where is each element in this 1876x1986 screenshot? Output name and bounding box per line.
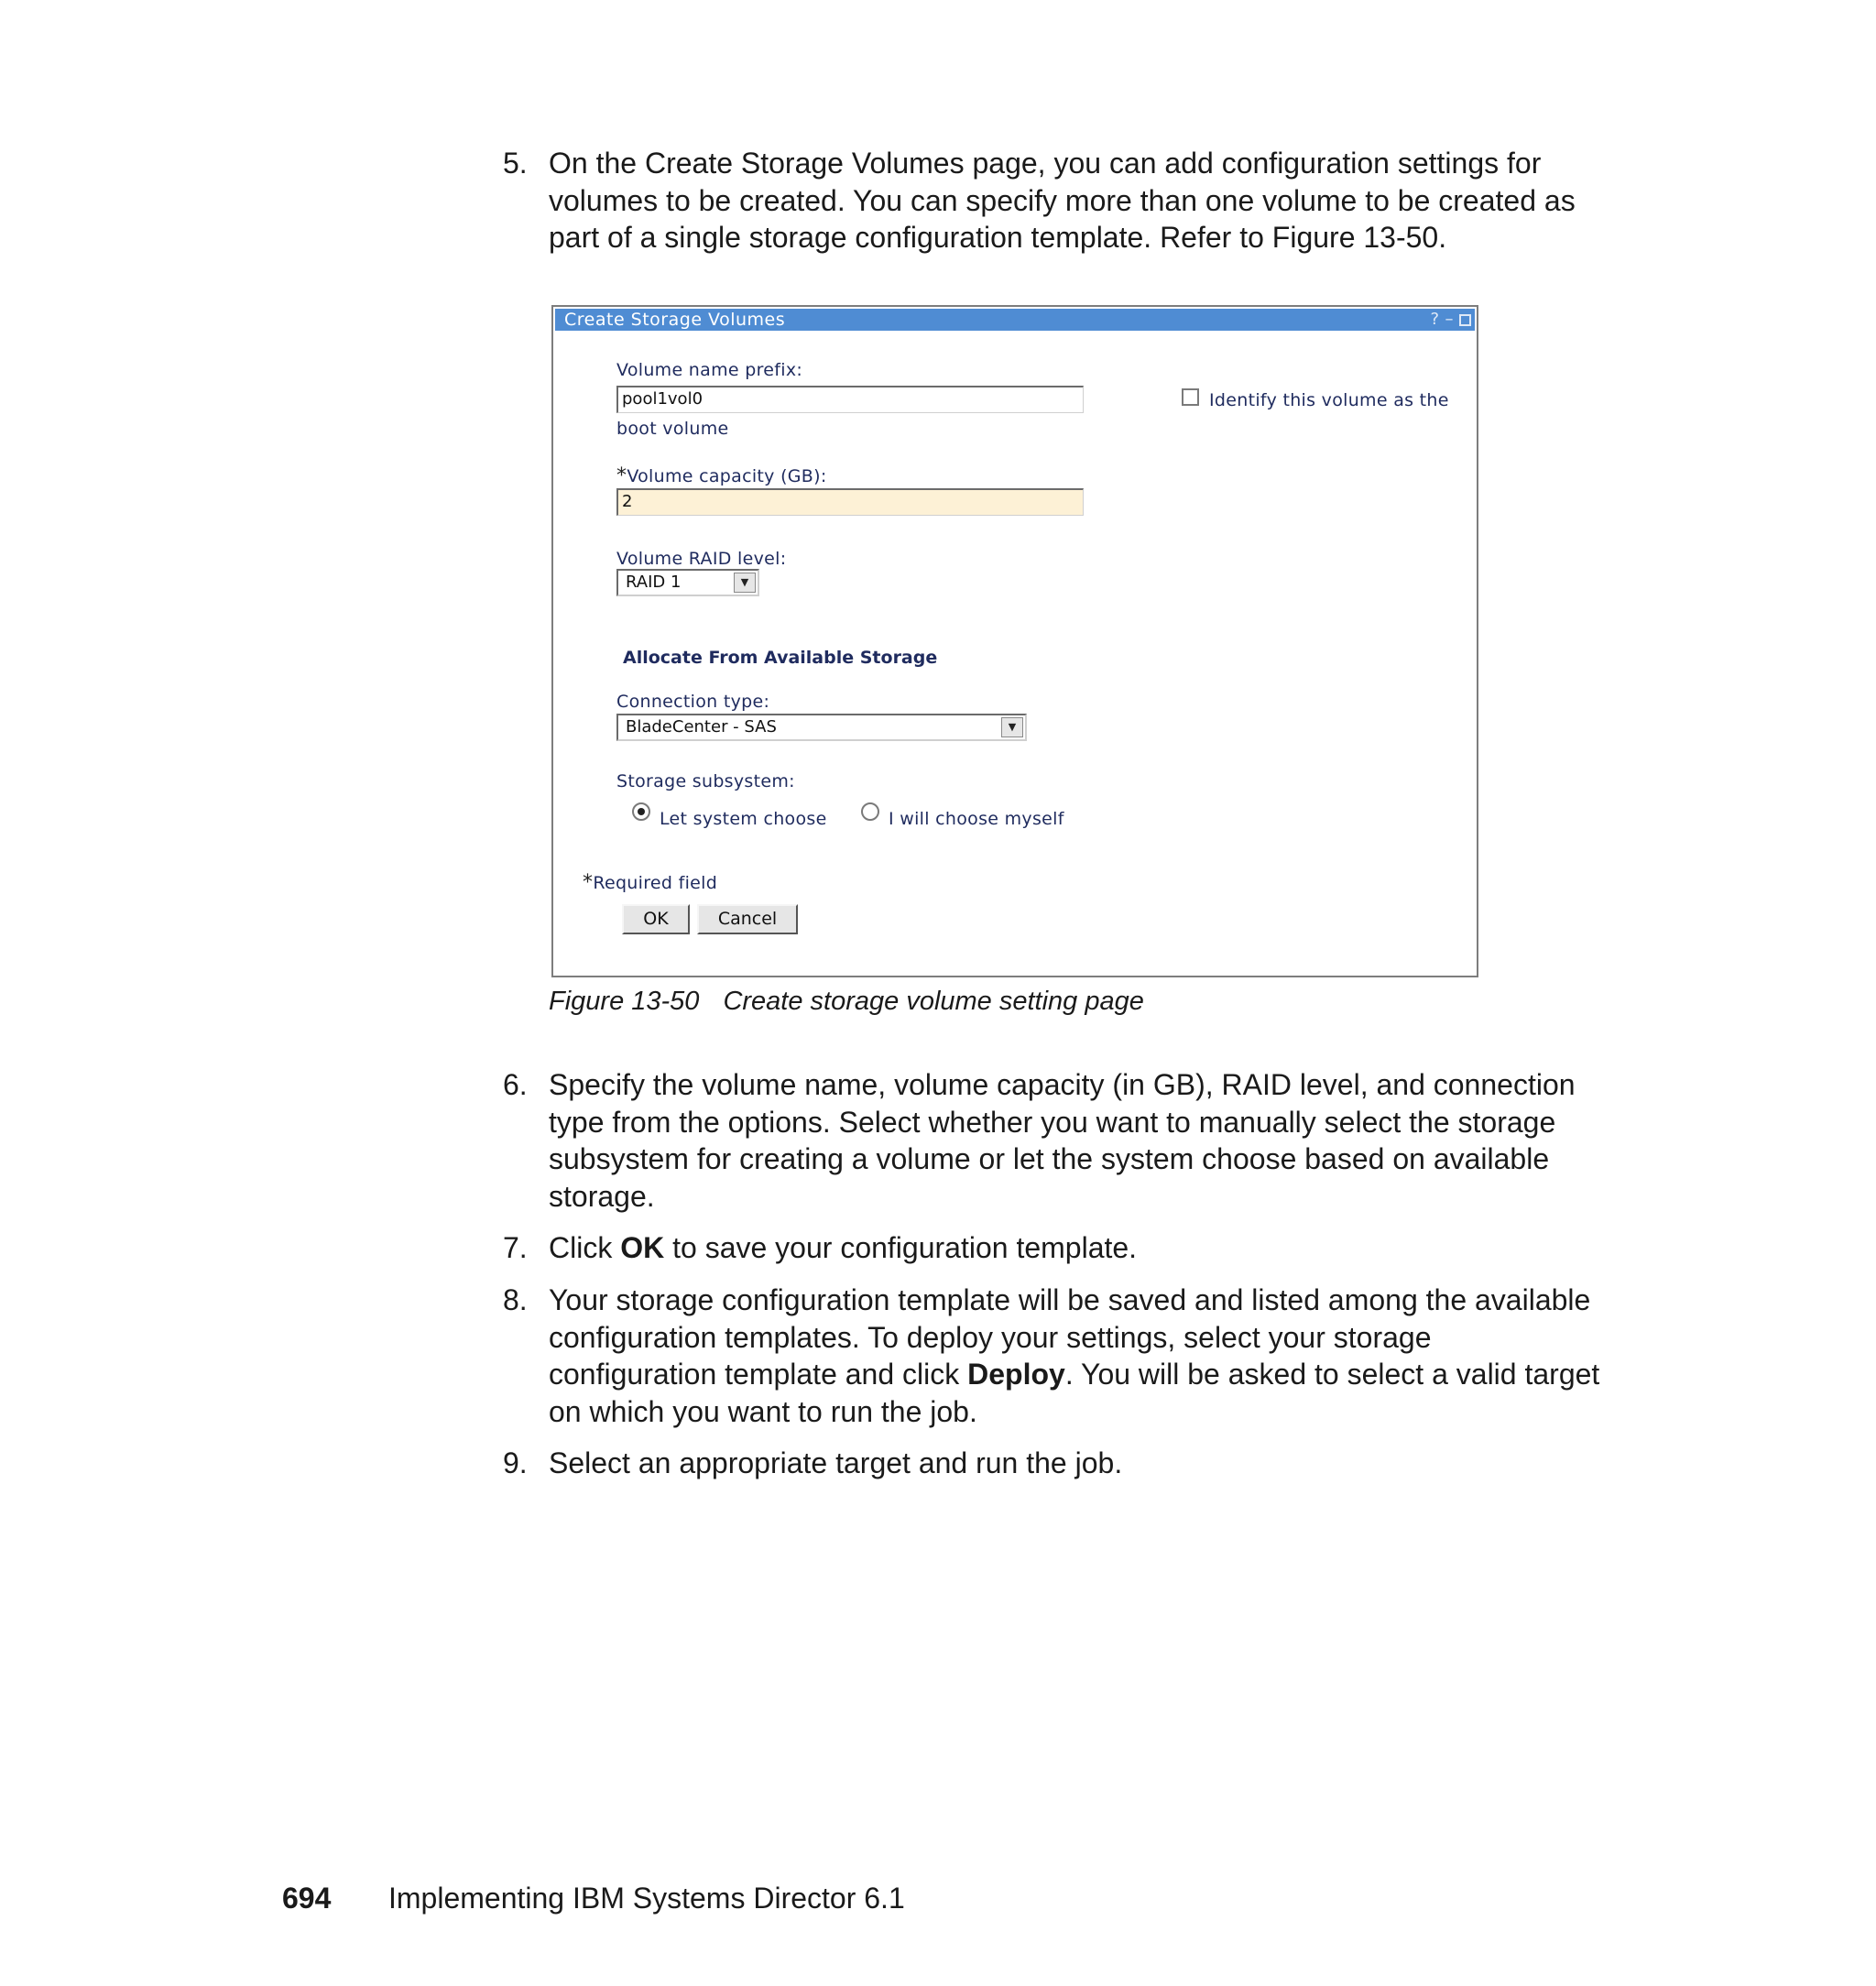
figure-caption: [549, 987, 1144, 1017]
cancel-button[interactable]: Cancel: [697, 904, 798, 934]
step-number: 7.: [503, 1231, 528, 1264]
chevron-down-icon[interactable]: ▼: [1001, 717, 1023, 737]
window-title: Create Storage Volumes: [564, 310, 786, 330]
required-field-note: [583, 871, 717, 894]
boot-volume-label: Identify this volume as the: [1209, 390, 1449, 410]
step-number: 9.: [503, 1446, 528, 1479]
boot-volume-checkbox[interactable]: [1182, 388, 1199, 406]
allocate-heading: Allocate From Available Storage: [623, 648, 938, 668]
help-icon[interactable]: ?: [1430, 310, 1440, 329]
step-text: On the Create Storage Volumes page, you can add configuration settings for volumes to be created. You can specify more than one volume to be created as part of a single storage configuration template. Refer to Figure 13-50.: [549, 147, 1576, 254]
step-text: Click OK to save your configuration template.: [549, 1231, 1138, 1264]
figure-title: Create storage volume setting page: [723, 987, 1144, 1016]
step-number: 8.: [503, 1283, 528, 1316]
boot-volume-label-cont: boot volume: [616, 419, 729, 439]
minimize-icon[interactable]: –: [1445, 310, 1454, 329]
step-9: [503, 1445, 1602, 1482]
step-6: [503, 1066, 1602, 1215]
required-star-icon: *: [583, 871, 594, 894]
window-titlebar: [555, 309, 1475, 331]
connection-type-label: Connection type:: [616, 692, 770, 712]
figure-number: Figure 13-50: [549, 987, 700, 1016]
raid-level-label: Volume RAID level:: [616, 549, 787, 569]
step-text: Select an appropriate target and run the job.: [549, 1446, 1123, 1479]
radio-i-will-choose[interactable]: [861, 802, 879, 821]
capacity-label: [616, 464, 827, 487]
radio-i-will-choose-label: I will choose myself: [889, 809, 1064, 829]
window-controls: [1430, 309, 1471, 331]
required-field-text: Required field: [593, 873, 718, 893]
required-star-icon: *: [616, 464, 627, 487]
volume-name-input[interactable]: pool1vol0: [616, 386, 1084, 413]
connection-type-value: BladeCenter - SAS: [626, 717, 777, 737]
step-number: 5.: [503, 147, 528, 180]
radio-let-system-choose[interactable]: [632, 802, 650, 821]
storage-subsystem-label: Storage subsystem:: [616, 771, 795, 791]
page-number: 694: [282, 1882, 332, 1915]
raid-level-value: RAID 1: [626, 573, 682, 592]
step-text: Specify the volume name, volume capacity (in GB), RAID level, and connection type from the options. Select whether you want to manually select the storage subsystem for creating a volume or let the system choose based on available storage.: [549, 1068, 1576, 1213]
volume-name-label: Volume name prefix:: [616, 360, 803, 380]
raid-level-select[interactable]: [616, 569, 759, 596]
create-storage-volumes-window: [551, 305, 1478, 977]
step-7: [503, 1229, 1602, 1267]
step-8: [503, 1282, 1602, 1430]
ok-button[interactable]: OK: [622, 904, 690, 934]
radio-let-system-choose-label: Let system choose: [660, 809, 827, 829]
book-title: Implementing IBM Systems Director 6.1: [388, 1882, 905, 1915]
step-text: Your storage configuration template will be saved and listed among the available configuration templates. To deploy your settings, select your storage configuration template and click Deploy. You will be asked to select a valid target on which you want to run the job.: [549, 1283, 1600, 1428]
step-5: [503, 145, 1602, 256]
volume-capacity-input[interactable]: 2: [616, 488, 1084, 516]
maximize-icon[interactable]: [1459, 314, 1471, 326]
capacity-label-text: Volume capacity (GB):: [627, 466, 827, 486]
step-number: 6.: [503, 1068, 528, 1101]
deploy-emphasis: Deploy: [967, 1358, 1065, 1391]
connection-type-select[interactable]: [616, 714, 1027, 741]
chevron-down-icon[interactable]: ▼: [734, 573, 756, 593]
ok-emphasis: OK: [620, 1231, 665, 1264]
